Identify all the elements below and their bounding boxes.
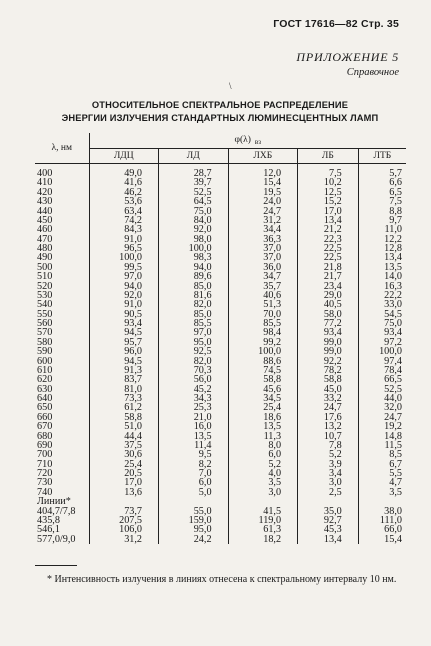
value-cell: 4,7 [389,477,402,489]
value-cell: 84,3 [89,225,159,234]
value-cell: 84,0 [159,216,229,225]
value-cell: 12,0 [228,169,298,178]
value-cell: 58,0 [298,310,359,319]
value-cell: 55,0 [159,507,229,516]
value-cell: 7,5 [389,196,402,208]
value-cell: 82,0 [159,357,229,366]
table-row [35,263,406,272]
value-cell: 78,4 [384,364,402,376]
table-row [35,328,406,337]
value-cell: 6,6 [389,177,402,189]
value-cell: 22,3 [298,235,359,244]
value-cell: 89,6 [159,272,229,281]
value-cell: 11,5 [384,439,402,451]
value-cell: 51,0 [89,422,159,431]
value-cell: 35,0 [298,507,359,516]
value-cell: 91,0 [89,235,159,244]
table-row [35,375,406,384]
wavelength-cell: 600 [35,357,89,366]
table-row [35,188,406,197]
table-row [35,207,406,216]
value-cell: 34,3 [159,394,229,403]
value-cell: 12,8 [384,243,402,254]
table-row [35,394,406,403]
value-cell: 95,0 [159,525,229,534]
value-cell: 61,2 [89,403,159,412]
value-cell: 16,0 [159,422,229,431]
value-cell: 5,2 [228,460,298,469]
value-cell: 21,8 [298,263,359,272]
value-cell: 88,6 [228,357,298,366]
value-cell: 74,2 [89,216,159,225]
table-row [35,225,406,234]
value-cell: 93,4 [384,327,402,339]
wavelength-cell: 670 [35,422,89,431]
value-cell: 31,2 [89,535,159,544]
value-cell: 18,2 [228,535,298,544]
table-row [35,244,406,253]
table-row [35,319,406,328]
value-cell: 85,5 [228,319,298,328]
value-cell: 85,5 [159,319,229,328]
appendix-block [296,50,399,78]
value-cell: 24,7 [298,403,359,412]
table-row [35,347,406,356]
column-header: ЛДЦ [89,149,159,164]
value-cell: 40,5 [298,300,359,309]
value-cell: 91,3 [89,366,159,375]
value-cell: 97,4 [384,355,402,367]
value-cell: 15,2 [298,197,359,206]
footnote: * Интенсивность излучения в линиях отнесена к спектральному интервалу 10 нм. [47,574,397,585]
value-cell: 11,0 [384,224,402,236]
value-cell: 99,0 [298,338,359,347]
value-cell: 41,6 [89,178,159,187]
table-row [35,507,406,516]
value-cell: 78,2 [298,366,359,375]
value-cell: 11,3 [228,432,298,441]
value-cell: 98,0 [159,235,229,244]
value-cell: 33,0 [384,299,402,311]
value-cell: 100,0 [228,347,298,356]
value-cell: 21,7 [298,272,359,281]
wavelength-cell: 490 [35,253,89,262]
value-cell: 92,7 [298,516,359,525]
table-row [35,169,406,178]
value-cell: 25,4 [89,460,159,469]
wavelength-cell: 680 [35,432,89,441]
wavelength-cell: 710 [35,460,89,469]
value-cell: 22,2 [384,289,402,301]
lambda-header: λ, нм [35,133,89,164]
value-cell: 34,4 [228,225,298,234]
value-cell: 207,5 [89,516,159,525]
value-cell: 22,5 [298,244,359,253]
value-cell: 58,8 [89,413,159,422]
column-header: ЛХБ [228,149,298,164]
value-cell: 17,6 [298,413,359,422]
appendix-title: ПРИЛОЖЕНИЕ 5 [296,50,399,64]
wavelength-cell: 430 [35,197,89,206]
value-cell: 40,6 [228,291,298,300]
table-row [35,253,406,262]
value-cell: 45,6 [228,385,298,394]
value-cell: 66,0 [384,524,402,536]
value-cell: 90,5 [89,310,159,319]
title-line-1: ОТНОСИТЕЛЬНОЕ СПЕКТРАЛЬНОЕ РАСПРЕДЕЛЕНИЕ [91,100,349,110]
value-cell: 32,0 [384,402,402,414]
value-cell: 44,4 [89,432,159,441]
value-cell: 119,0 [228,516,298,525]
table-row [35,450,406,459]
value-cell: 6,0 [228,450,298,459]
value-cell: 13,5 [159,432,229,441]
value-cell: 14,8 [384,430,402,442]
footnote-rule [35,565,77,566]
value-cell: 77,2 [298,319,359,328]
value-cell: 3,4 [298,469,359,478]
wavelength-cell: 460 [35,225,89,234]
value-cell: 22,5 [298,253,359,262]
value-cell: 19,2 [384,421,402,433]
value-cell: 98,3 [159,253,229,262]
value-cell: 56,0 [159,375,229,384]
page-header: ГОСТ 17616—82 Стр. 35 [273,18,399,30]
value-cell: 49,0 [89,169,159,178]
value-cell: 99,2 [228,338,298,347]
value-cell: 111,0 [379,514,402,526]
table-row [35,216,406,225]
document-title [20,99,420,125]
value-cell: 96,0 [89,347,159,356]
wavelength-cell: 400 [35,169,89,178]
value-cell: 3,0 [298,478,359,487]
value-cell: 97,0 [159,328,229,337]
wavelength-cell: 630 [35,385,89,394]
wavelength-cell: 500 [35,263,89,272]
table-row [35,385,406,394]
column-header: ЛТБ [358,149,406,164]
value-cell: 6,7 [389,458,402,470]
wavelength-cell: 700 [35,450,89,459]
wavelength-cell: 640 [35,394,89,403]
value-cell: 45,2 [159,385,229,394]
value-cell: 33,2 [298,394,359,403]
table-row [35,300,406,309]
value-cell: 91,0 [89,300,159,309]
value-cell: 8,0 [228,441,298,450]
value-cell: 98,4 [228,328,298,337]
table-row [35,525,406,534]
column-header: ЛБ [298,149,359,164]
table-row [35,460,406,469]
value-cell: 94,5 [89,357,159,366]
value-cell: 45,3 [298,525,359,534]
value-cell: 97,2 [384,336,402,348]
value-cell: 13,4 [298,216,359,225]
wavelength-cell: 650 [35,403,89,412]
wavelength-cell: 570 [35,328,89,337]
value-cell: 66,5 [384,374,402,386]
wavelength-cell: 577,0/9,0 [35,535,89,544]
phi-header: φ(λ) $_{вз}$ [89,133,406,149]
wavelength-cell: 435,8 [35,516,89,525]
table-row [35,310,406,319]
value-cell: 81,0 [89,385,159,394]
value-cell: 25,4 [228,403,298,412]
value-cell: 2,5 [298,488,359,497]
lines-label: Линии* [35,497,89,506]
value-cell: 7,0 [159,469,229,478]
value-cell: 13,6 [89,488,159,497]
value-cell: 70,3 [159,366,229,375]
value-cell: 8,2 [159,460,229,469]
wavelength-cell: 540 [35,300,89,309]
value-cell: 63,4 [89,207,159,216]
value-cell: 35,7 [228,282,298,291]
value-cell: 92,2 [298,357,359,366]
value-cell: 99,5 [89,263,159,272]
wavelength-cell: 590 [35,347,89,356]
value-cell: 18,6 [228,413,298,422]
value-cell: 29,0 [298,291,359,300]
value-cell: 37,0 [228,244,298,253]
table-row [35,357,406,366]
value-cell: 13,2 [298,422,359,431]
value-cell: 92,0 [89,291,159,300]
value-cell: 12,2 [384,233,402,245]
wavelength-cell: 720 [35,469,89,478]
table-row [35,516,406,525]
table-row [35,535,406,544]
value-cell: 75,0 [384,318,402,329]
value-cell: 74,5 [228,366,298,375]
wavelength-cell: 660 [35,413,89,422]
wavelength-cell: 420 [35,188,89,197]
appendix-subtitle: Справочное [346,67,399,78]
value-cell: 81,6 [159,291,229,300]
wavelength-cell: 620 [35,375,89,384]
value-cell: 21,0 [159,413,229,422]
value-cell: 46,2 [89,188,159,197]
table-row [35,488,406,497]
value-cell: 5,5 [389,468,402,479]
value-cell: 24,7 [228,207,298,216]
value-cell: 100,0 [379,346,402,358]
value-cell: 5,7 [389,168,402,179]
wavelength-cell: 404,7/7,8 [35,507,89,516]
value-cell: 95,0 [159,338,229,347]
value-cell: 15,4 [228,178,298,187]
value-cell: 51,3 [228,300,298,309]
value-cell: 39,7 [159,178,229,187]
value-cell: 159,0 [159,516,229,525]
value-cell: 21,2 [298,225,359,234]
value-cell: 53,6 [89,197,159,206]
value-cell: 93,4 [298,328,359,337]
table-row [35,197,406,206]
value-cell: 7,8 [298,441,359,450]
value-cell: 6,5 [389,186,402,198]
table-row [35,235,406,244]
wavelength-cell: 740 [35,488,89,497]
value-cell: 31,2 [228,216,298,225]
value-cell: 73,3 [89,394,159,403]
value-cell: 19,5 [228,188,298,197]
value-cell: 97,0 [89,272,159,281]
value-cell: 100,0 [89,253,159,262]
value-cell: 10,2 [298,178,359,187]
table-row [35,403,406,412]
value-cell: 52,5 [159,188,229,197]
table-row [35,178,406,187]
value-cell: 61,3 [228,525,298,534]
title-line-2: ЭНЕРГИИ ИЗЛУЧЕНИЯ СТАНДАРТНЫХ ЛЮМИНЕСЦЕНТНЫХ ЛАМП [61,113,379,123]
wavelength-cell: 480 [35,244,89,253]
wavelength-cell: 510 [35,272,89,281]
value-cell: 92,5 [159,347,229,356]
wavelength-cell: 610 [35,366,89,375]
value-cell: 70,0 [228,310,298,319]
value-cell: 106,0 [89,525,159,534]
value-cell: 16,3 [384,280,402,292]
value-cell: 58,8 [298,375,359,384]
value-cell: 94,0 [89,282,159,291]
spectral-table [35,133,406,544]
value-cell: 8,5 [389,449,402,461]
value-cell: 3,0 [228,488,298,497]
value-cell: 3,9 [298,460,359,469]
wavelength-cell: 560 [35,319,89,328]
value-cell: 41,5 [228,507,298,516]
value-cell: 58,8 [228,375,298,384]
value-cell: 96,5 [89,244,159,253]
wavelength-cell: 550 [35,310,89,319]
value-cell: 34,7 [228,272,298,281]
value-cell: 8,8 [389,205,402,217]
value-cell: 44,0 [384,393,402,404]
wavelength-cell: 546,1 [35,525,89,534]
table-row [35,422,406,431]
value-cell: 92,0 [159,225,229,234]
value-cell: 9,7 [389,214,402,226]
value-cell: 11,4 [159,441,229,450]
value-cell: 9,5 [159,450,229,459]
value-cell: 25,3 [159,403,229,412]
table-row [35,282,406,291]
value-cell: 30,6 [89,450,159,459]
value-cell: 36,0 [228,263,298,272]
value-cell: 75,0 [159,207,229,216]
wavelength-cell: 730 [35,478,89,487]
value-cell: 95,7 [89,338,159,347]
value-cell: 13,4 [298,535,359,544]
value-cell: 15,4 [384,533,402,545]
table-row [35,366,406,375]
wavelength-cell: 440 [35,207,89,216]
value-cell: 94,0 [159,263,229,272]
value-cell: 10,7 [298,432,359,441]
value-cell: 38,0 [384,505,402,517]
value-cell: 82,0 [159,300,229,309]
lines-label-row [35,497,406,506]
wavelength-cell: 530 [35,291,89,300]
wavelength-cell: 450 [35,216,89,225]
value-cell: 85,0 [159,310,229,319]
value-cell: 93,4 [89,319,159,328]
value-cell: 24,2 [159,535,229,544]
value-cell: 36,3 [228,235,298,244]
value-cell: 5,2 [298,450,359,459]
wavelength-cell: 410 [35,178,89,187]
value-cell: 7,5 [298,169,359,178]
value-cell: 17,0 [89,478,159,487]
value-cell: 37,5 [89,441,159,450]
value-cell: 24,7 [384,411,402,423]
value-cell: 13,5 [228,422,298,431]
table-row [35,272,406,281]
wavelength-cell: 580 [35,338,89,347]
value-cell: 100,0 [159,244,229,253]
table-row [35,469,406,478]
value-cell: 4,0 [228,469,298,478]
table-row [35,338,406,347]
value-cell: 99,0 [298,347,359,356]
wavelength-cell: 690 [35,441,89,450]
value-cell: 13,5 [384,261,402,273]
value-cell: 13,4 [384,252,402,264]
value-cell: 37,0 [228,253,298,262]
value-cell: 3,5 [228,478,298,487]
value-cell: 94,5 [89,328,159,337]
value-cell: 52,5 [384,383,402,395]
value-cell: 24,0 [228,197,298,206]
wavelength-cell: 470 [35,235,89,244]
value-cell: 34,5 [228,394,298,403]
wavelength-cell: 520 [35,282,89,291]
table-row [35,291,406,300]
column-header: ЛД [159,149,229,164]
value-cell: 6,0 [159,478,229,487]
value-cell: 85,0 [159,282,229,291]
value-cell: 73,7 [89,507,159,516]
value-cell: 64,5 [159,197,229,206]
stray-mark: \ [229,81,232,91]
value-cell: 12,5 [298,188,359,197]
table-row [35,413,406,422]
table-row [35,432,406,441]
value-cell: 20,5 [89,469,159,478]
value-cell: 83,7 [89,375,159,384]
phi-subscript: вз [254,138,261,146]
value-cell: 5,0 [159,488,229,497]
value-cell: 23,4 [298,282,359,291]
value-cell: 45,0 [298,385,359,394]
value-cell: 3,5 [389,486,402,498]
value-cell: 17,0 [298,207,359,216]
value-cell: 28,7 [159,169,229,178]
table-row [35,441,406,450]
value-cell: 54,5 [384,308,402,320]
value-cell: 14,0 [384,271,402,283]
table-row [35,478,406,487]
